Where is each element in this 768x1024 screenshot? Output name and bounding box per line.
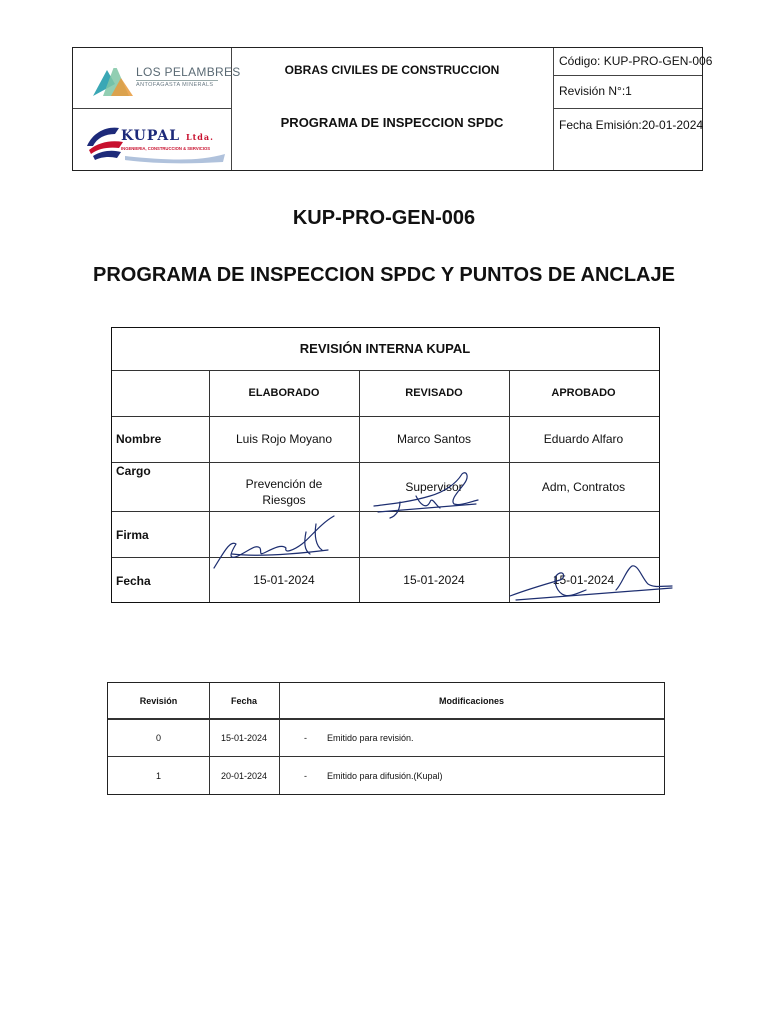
kupal-logo [85, 120, 225, 162]
antofagasta-minerals-text: ANTOFAGASTA MINERALS [136, 82, 214, 88]
logo-rule [136, 80, 218, 81]
table-row-modificacion: Emitido para difusión.(Kupal) [327, 770, 443, 781]
cargo-elaborado: Prevención de Riesgos [245, 477, 323, 507]
document-header [72, 47, 713, 171]
modifications-table [107, 682, 665, 795]
fecha-aprobado: 15-01-2024 [552, 572, 615, 587]
row-label-firma: Firma [116, 528, 149, 542]
header-fecha: Fecha [230, 696, 257, 706]
header-divider [553, 75, 702, 76]
document-code-title: KUP-PRO-GEN-006 [292, 207, 476, 229]
header-divider [553, 48, 554, 170]
document-code: Código: KUP-PRO-GEN-006 [559, 54, 713, 68]
signature-aprobado [506, 560, 686, 608]
nombre-revisado: Marco Santos [396, 432, 472, 446]
row-label-fecha: Fecha [116, 574, 151, 588]
kupal-name: KUPAL [121, 128, 181, 144]
kupal-suffix: Ltda. [185, 132, 214, 142]
project-name: OBRAS CIVILES DE CONSTRUCCION [284, 63, 500, 77]
row-label-nombre: Nombre [116, 432, 162, 446]
fecha-revisado: 15-01-2024 [403, 572, 465, 587]
table-row-bullet: - [304, 770, 307, 781]
document-title: PROGRAMA DE INSPECCION SPDC Y PUNTOS DE ANCLAJE [93, 264, 675, 286]
header-modificaciones: Modificaciones [438, 696, 504, 706]
header-revision: Revisión [139, 696, 178, 706]
column-aprobado: APROBADO [551, 387, 616, 399]
revision-table-title: REVISIÓN INTERNA KUPAL [299, 341, 471, 356]
table-row-fecha: 20-01-2024 [220, 770, 268, 781]
mountain-logo-icon [91, 58, 135, 98]
table-row-revision: 0 [155, 733, 161, 743]
header-divider [553, 108, 702, 109]
table-row-bullet: - [304, 733, 307, 743]
nombre-aprobado: Eduardo Alfaro [543, 432, 624, 446]
los-pelambres-name: LOS PELAMBRES [136, 65, 241, 79]
table-row-revision: 1 [155, 770, 161, 781]
cargo-revisado: Supervisor [405, 479, 463, 494]
revision-number: Revisión N°:1 [559, 84, 632, 98]
issue-date: Fecha Emisión:20-01-2024 [559, 118, 704, 132]
program-name: PROGRAMA DE INSPECCION SPDC [280, 115, 504, 130]
signature-revisado [370, 466, 485, 522]
table-row-fecha: 15-01-2024 [220, 733, 268, 743]
cargo-aprobado: Adm, Contratos [541, 479, 626, 494]
kupal-tagline: INGENIERIA, CONSTRUCCION & SERVICIOS [121, 146, 211, 151]
nombre-elaborado: Luis Rojo Moyano [235, 432, 333, 446]
table-row-modificacion: Emitido para revisión. [327, 733, 414, 743]
column-revisado: REVISADO [405, 387, 463, 399]
header-divider [73, 108, 231, 109]
signature-elaborado [210, 510, 350, 572]
fecha-elaborado: 15-01-2024 [253, 572, 315, 587]
row-label-cargo: Cargo [116, 464, 151, 478]
column-elaborado: ELABORADO [248, 387, 320, 399]
los-pelambres-logo [91, 56, 241, 100]
